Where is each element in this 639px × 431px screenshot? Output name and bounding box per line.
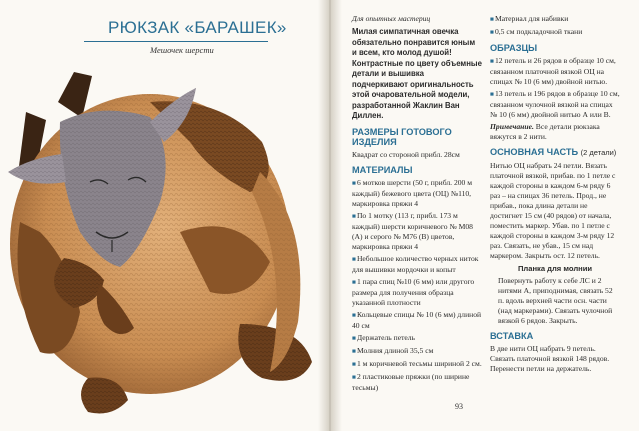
main-part-subtitle: (2 детали) — [580, 148, 617, 157]
sample-item: ■ 13 петель и 196 рядов в образце 10 см, связанном чулочной вязкой на спицах № 10 (6 мм) двойной нитью А или В. — [490, 89, 620, 120]
note-label: Примечание. — [490, 122, 534, 131]
sheep-backpack-photo — [0, 62, 322, 431]
difficulty-label: Для опытных мастериц — [352, 14, 431, 23]
materials-item: ■ По 1 мотку (113 г, прибл. 173 м каждый) шерсти коричневого № М08 (А) и серого № М76 (В) цветов, маркировка пряжи 4 — [352, 211, 482, 252]
page-title: РЮКЗАК «БАРАШЕК» — [108, 18, 287, 37]
materials-heading: МАТЕРИАЛЫ — [352, 164, 413, 175]
text-column-1 — [352, 14, 482, 395]
sizes-heading: РАЗМЕРЫ ГОТОВОГО ИЗДЕЛИЯ — [352, 126, 452, 147]
page-number: 93 — [455, 402, 463, 411]
materials-item: ■ Молния длиной 35,5 см — [352, 346, 482, 357]
sample-item: ■ 12 петель и 26 рядов в образце 10 см, связанном платочной вязкой ОЦ на спицах № 10 (6 мм) двойной нитью. — [490, 56, 620, 87]
insert-text: В две нити ОЦ набрать 9 петель. Связать платочной вязкой 148 рядов. Перенести петли на держатель. — [490, 344, 610, 373]
note — [490, 122, 620, 142]
zipper-heading: Планка для молнии — [517, 264, 593, 273]
materials-item: ■ Небольшое количество черных ниток для вышивки мордочки и копыт — [352, 254, 482, 275]
materials-item: ■ Держатель петель — [352, 333, 482, 344]
main-part-title: ОСНОВНАЯ ЧАСТЬ — [490, 147, 579, 157]
samples-heading: ОБРАЗЦЫ — [490, 43, 538, 53]
title-divider — [84, 41, 268, 42]
insert-heading: ВСТАВКА — [490, 331, 534, 341]
materials-item: ■ 1 м коричневой тесьмы шириной 2 см. — [352, 359, 482, 370]
sizes-text: Квадрат со стороной прибл. 28см — [352, 149, 460, 159]
materials-item: ■ 2 пластиковые пряжки (по ширине тесьмы) — [352, 372, 482, 393]
intro-text: Милая симпатичная овечка обязательно понравится юным и всем, кто молод душой! Контрастные по цвету объемные детали и вышивка подчеркивают оригинальность этой очаровательной модели, разработанной Жаклин Ван Диллен. — [352, 27, 482, 120]
page-subtitle: Мешочек шерсти — [150, 45, 214, 55]
materials-item: ■ 1 пара спиц №10 (6 мм) или другого размера для получения образца указанной плотности — [352, 277, 482, 308]
materials-item: ■ Материал для набивки — [490, 14, 620, 25]
materials-item: ■ 6 мотков шерсти (50 г, прибл. 200 м каждый) бежевого цвета (ОЦ) №110, маркировка пряжи 4 — [352, 178, 482, 209]
page-gutter — [318, 0, 342, 431]
materials-item: ■ Кольцевые спицы № 10 (6 мм) длиной 40 см — [352, 310, 482, 331]
materials-item: ■ 0,5 см подкладочной ткани — [490, 27, 620, 38]
text-column-2 — [490, 14, 620, 376]
main-part-text: Нитью ОЦ набрать 24 петли. Вязать платочной вязкой, прибав. по 1 петле с каждой стороны в каждом 6-м ряду 6 раз – на спицах 36 петель. Прод., не прибав., пока длина детали не достигнет 15 см (40 рядов) от начала, поместить маркер. Убав. по 1 петле с каждой стороны в каждом 3-м ряду 12 раз. Связать, не убав., 15 см над маркером. Закрыть ост. 12 петель. — [490, 161, 616, 260]
main-part-heading — [490, 147, 620, 158]
note-text: Все детали рюкзака вяжутся в 2 нити. — [490, 122, 600, 141]
zipper-text: Повернуть работу к себе ЛС и 2 нитями А, приподнимая, связать 52 п. вдоль верхней части осн. части (над маркерами). Связать чулочной вязкой 6 рядов. Закрыть. — [498, 276, 613, 325]
